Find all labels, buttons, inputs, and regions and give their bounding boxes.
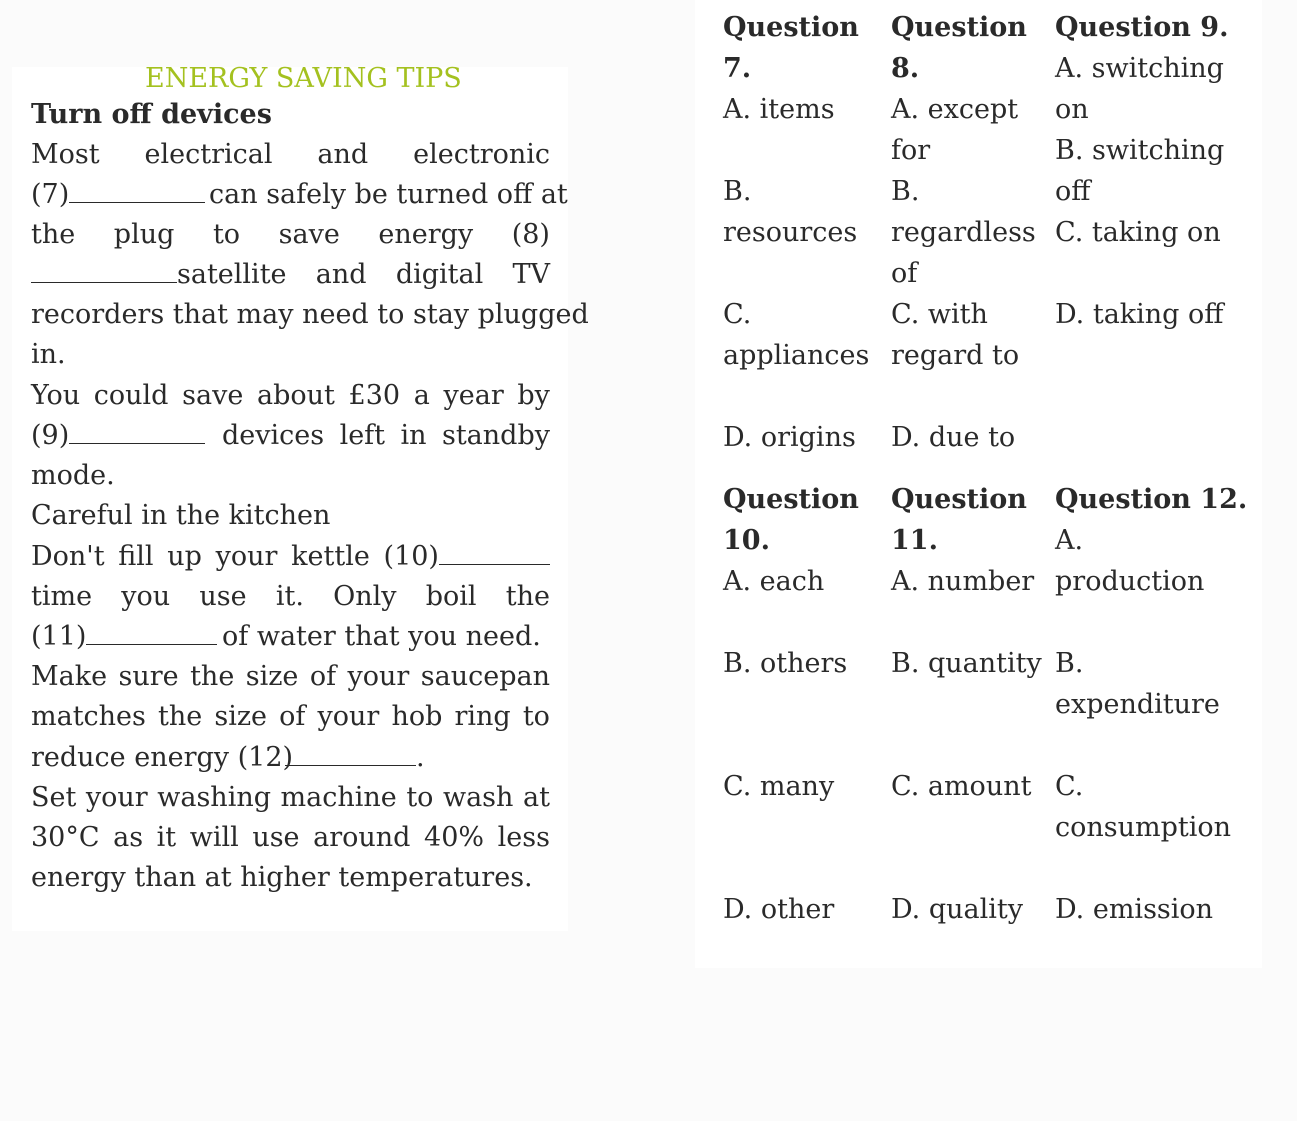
blank-10[interactable] — [439, 540, 550, 565]
q8-option-c[interactable]: C. with — [891, 299, 988, 330]
q10-option-a[interactable]: A. each — [723, 566, 825, 597]
q8-option-c-cont[interactable]: regard to — [891, 340, 1020, 371]
passage-line-13: Make sure the size of your saucepan — [31, 661, 550, 692]
q8-option-a-cont[interactable]: for — [891, 135, 931, 166]
heading-turn-off-devices: Turn off devices — [31, 99, 272, 130]
q11-number: 11. — [891, 525, 938, 556]
passage-line-12b: of water that you need. — [222, 621, 541, 652]
q12-heading: Question 12. — [1055, 484, 1248, 515]
passage-line-17: 30°C as it will use around 40% less — [31, 822, 550, 853]
passage-line-8-words: devices left in standby — [222, 420, 550, 451]
q7-option-c-text[interactable]: appliances — [723, 340, 870, 371]
passage-line-1: Most electrical and electronic — [31, 139, 550, 170]
q12-option-a[interactable]: A. — [1055, 525, 1084, 556]
q11-heading: Question — [891, 484, 1027, 515]
q7-heading: Question — [723, 12, 859, 43]
passage-line-16: Set your washing machine to wash at — [31, 782, 550, 813]
passage-line-18: energy than at higher temperatures. — [31, 862, 533, 893]
q10-option-d[interactable]: D. other — [723, 894, 835, 925]
q8-option-a[interactable]: A. except — [891, 94, 1019, 125]
q9-option-d[interactable]: D. taking off — [1055, 299, 1224, 330]
q12-option-a-text[interactable]: production — [1055, 566, 1205, 597]
q7-option-a[interactable]: A. items — [723, 94, 835, 125]
q10-heading: Question — [723, 484, 859, 515]
passage-line-6: in. — [31, 339, 66, 370]
passage-line-2b: can safely be turned off at — [209, 179, 568, 210]
q8-number: 8. — [891, 53, 920, 84]
q8-option-b[interactable]: B. — [891, 176, 920, 207]
q7-number: 7. — [723, 53, 752, 84]
q12-option-d[interactable]: D. emission — [1055, 894, 1214, 925]
q7-option-c[interactable]: C. — [723, 299, 752, 330]
q9-option-a-cont[interactable]: on — [1055, 94, 1089, 125]
blank-8[interactable] — [31, 258, 177, 283]
q12-option-c-text[interactable]: consumption — [1055, 812, 1232, 843]
blank-12-wrap: . — [285, 738, 425, 778]
passage-line-8: (9) — [31, 416, 205, 456]
q10-number: 10. — [723, 525, 770, 556]
passage-title: ENERGY SAVING TIPS — [145, 63, 462, 94]
passage-line-3: the plug to save energy (8) — [31, 219, 550, 250]
blank-9[interactable] — [69, 419, 205, 444]
q9-option-c[interactable]: C. taking on — [1055, 217, 1221, 248]
q10-option-b[interactable]: B. others — [723, 648, 848, 679]
q12-option-c[interactable]: C. — [1055, 771, 1084, 802]
q9-option-b-cont[interactable]: off — [1055, 176, 1091, 207]
q9-option-a[interactable]: A. switching — [1055, 53, 1224, 84]
q8-heading: Question — [891, 12, 1027, 43]
passage-line-12: (11) — [31, 617, 217, 657]
passage-line-2: (7) — [31, 175, 205, 215]
q11-option-b[interactable]: B. quantity — [891, 648, 1042, 679]
q12-option-b[interactable]: B. — [1055, 648, 1084, 679]
q11-option-a[interactable]: A. number — [891, 566, 1035, 597]
q8-option-b-text[interactable]: regardless — [891, 217, 1036, 248]
q9-heading: Question 9. — [1055, 12, 1229, 43]
q7-option-d[interactable]: D. origins — [723, 422, 856, 453]
passage-line-15: reduce energy (12) — [31, 742, 294, 773]
q11-option-d[interactable]: D. quality — [891, 894, 1023, 925]
passage-line-5: recorders that may need to stay plugged — [31, 299, 589, 330]
q10-option-c[interactable]: C. many — [723, 771, 835, 802]
q12-option-b-text[interactable]: expenditure — [1055, 689, 1220, 720]
passage-line-11: time you use it. Only boil the — [31, 581, 550, 612]
blank-12[interactable] — [285, 741, 416, 766]
blank-10-wrap — [439, 537, 550, 577]
passage-line-10: Don't fill up your kettle (10) — [31, 541, 439, 572]
passage-line-4 — [31, 255, 177, 295]
passage-line-7: You could save about £30 a year by — [31, 380, 550, 411]
q9-option-b[interactable]: B. switching — [1055, 135, 1225, 166]
passage-line-4-words: satellite and digital TV — [177, 259, 550, 290]
q8-option-d[interactable]: D. due to — [891, 422, 1016, 453]
q11-option-c[interactable]: C. amount — [891, 771, 1032, 802]
q8-option-b-cont[interactable]: of — [891, 258, 918, 289]
q7-option-b[interactable]: B. — [723, 176, 752, 207]
blank-11[interactable] — [86, 620, 217, 645]
q7-option-b-text[interactable]: resources — [723, 217, 858, 248]
heading-careful-kitchen: Careful in the kitchen — [31, 500, 331, 531]
passage-line-9: mode. — [31, 460, 115, 491]
blank-7[interactable] — [69, 178, 205, 203]
passage-line-14: matches the size of your hob ring to — [31, 701, 550, 732]
